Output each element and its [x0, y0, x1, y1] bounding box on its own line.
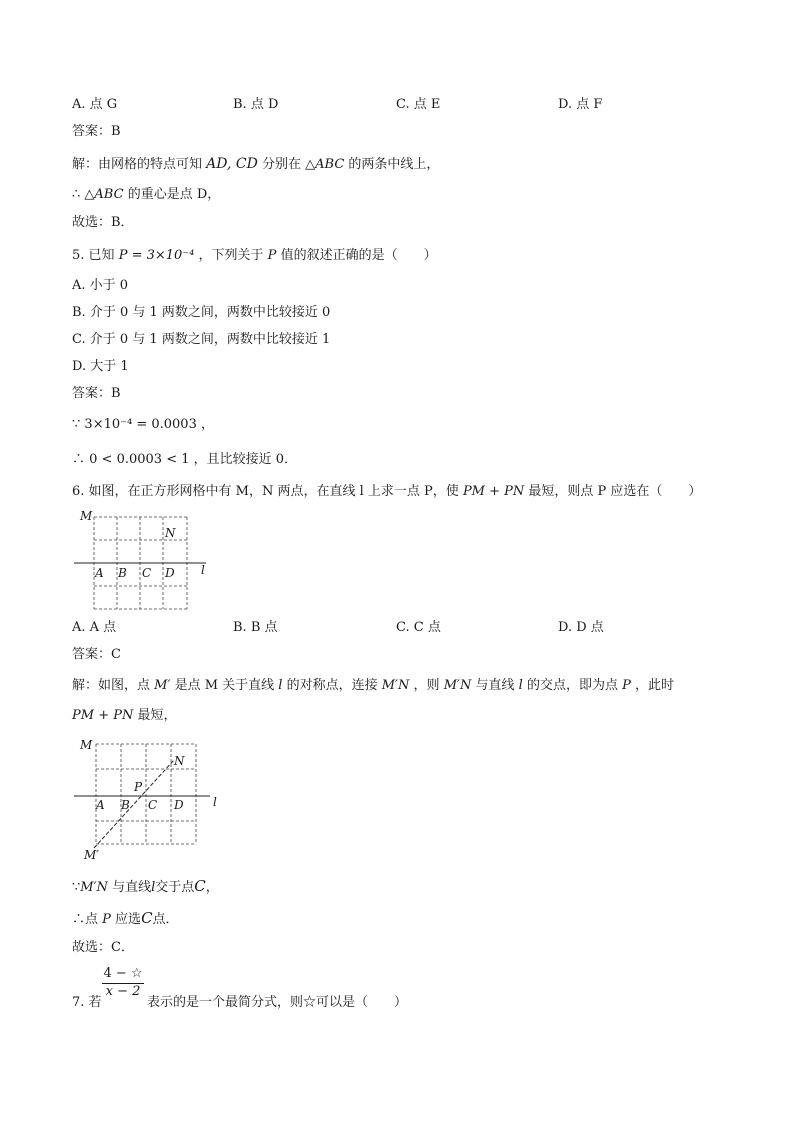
q6-solution-line1: [72, 678, 674, 694]
q6-step1: [72, 878, 219, 896]
q4-choose: 故选：B．: [72, 215, 134, 230]
because-symbol: ∵: [72, 880, 81, 895]
text: 分别在: [261, 157, 301, 172]
q5-answer: 答案：B: [72, 386, 121, 401]
text: 的两条中线上，: [348, 157, 440, 172]
text: ，此时: [634, 678, 674, 693]
q7-fraction: [102, 966, 144, 1000]
text: 是点 M 关于直线: [174, 678, 275, 693]
math: P: [267, 248, 277, 263]
text: 点．: [152, 912, 179, 927]
q7-denominator: x − 2: [105, 984, 141, 999]
q5-option-b: B. 介于 0 与 1 两数之间，两数中比较接近 0: [72, 305, 331, 320]
text: ，且比较接近 0．: [193, 452, 298, 467]
math: AD, CD: [206, 156, 258, 172]
text: 的对称点，连接: [286, 678, 378, 693]
label-M-prime: M′: [84, 848, 100, 862]
q5-option-d: D. 大于 1: [72, 359, 129, 374]
math: P: [102, 912, 111, 927]
q6-option-c: C. C 点: [396, 620, 441, 635]
q7-numerator: 4 − ☆: [102, 966, 144, 984]
label-N: N: [165, 526, 176, 540]
math: P: [622, 678, 631, 693]
math: PM + PN: [462, 484, 525, 499]
text: 5. 已知: [72, 248, 115, 263]
label-l: l: [213, 795, 217, 809]
text: 的重心是点 D，: [127, 187, 221, 202]
q6-options: [72, 620, 712, 636]
label-M: M: [80, 509, 93, 523]
q4-solution-line2: [72, 187, 220, 203]
q6-answer: 答案：C: [72, 647, 121, 662]
q6-step2: [72, 910, 179, 928]
q7-stem-lead: 7. 若: [72, 995, 102, 1010]
q7-stem-tail: 表示的是一个最简分式，则☆可以是（ ）: [147, 995, 408, 1010]
label-C: C: [148, 798, 158, 812]
math: M′N: [381, 678, 410, 693]
math: PM + PN: [72, 708, 134, 723]
q5-option-c: C. 介于 0 与 1 两数之间，两数中比较接近 1: [72, 332, 331, 347]
math: △ABC: [305, 157, 345, 172]
label-D: D: [174, 798, 184, 812]
segment-MpN: [94, 760, 174, 848]
label-M: M: [80, 738, 93, 752]
text: ，下列关于: [198, 248, 264, 263]
math: l: [518, 678, 523, 693]
q6-option-d: D. D 点: [558, 620, 604, 635]
because-symbol: ∵: [72, 417, 81, 432]
math: l: [278, 678, 283, 693]
therefore-symbol: ∴: [72, 187, 81, 202]
label-B: B: [121, 798, 130, 812]
label-C: C: [142, 566, 152, 580]
label-A: A: [96, 798, 105, 812]
q4-option-c: C. 点 E: [396, 97, 441, 112]
q6-option-b: B. B 点: [233, 620, 278, 635]
therefore-symbol: ∴: [72, 452, 86, 467]
text: 交于点: [155, 880, 195, 895]
text: 最短，: [137, 708, 177, 723]
math: △ABC: [84, 187, 124, 202]
q4-option-a: A. 点 G: [72, 97, 118, 112]
q6-option-a: A. A 点: [72, 620, 117, 635]
q5-step2: [72, 452, 297, 468]
text: ，: [201, 417, 215, 432]
math: C: [194, 877, 206, 895]
label-P: P: [134, 780, 143, 794]
q6-stem: [72, 484, 701, 500]
q4-answer: 答案：B: [72, 124, 121, 139]
label-B: B: [118, 566, 127, 580]
text: 与直线: [112, 880, 152, 895]
text: 应选: [115, 912, 142, 927]
math: l: [151, 880, 156, 895]
therefore-symbol: ∴点: [72, 912, 99, 927]
math: M′: [154, 678, 171, 693]
label-l: l: [201, 563, 205, 577]
math: 3×10⁻⁴ = 0.0003: [84, 417, 197, 432]
label-A: A: [95, 566, 104, 580]
q4-solution-line1: [72, 156, 439, 173]
q6-solution-line2: [72, 708, 177, 724]
text: ，: [205, 880, 219, 895]
q5-option-a: A. 小于 0: [72, 278, 129, 293]
math: 0 < 0.0003 < 1: [89, 452, 190, 467]
math: M′N: [443, 678, 472, 693]
text: 值的叙述正确的是（ ）: [280, 248, 437, 263]
label-N: N: [174, 754, 185, 768]
q4-options: [72, 97, 712, 113]
q6-choose: 故选：C．: [72, 940, 134, 955]
q6-figure-grid: [70, 508, 215, 612]
q6-solution-figure: [70, 736, 230, 866]
q5-stem: [72, 248, 437, 264]
text: 最短，则点 P 应选在（ ）: [528, 484, 702, 499]
text: 6. 如图，在正方形网格中有 M，N 两点，在直线 l 上求一点 P，使: [72, 484, 459, 499]
text: ，则: [413, 678, 440, 693]
math: M′N: [80, 880, 108, 895]
text: 解：如图，点: [72, 678, 151, 693]
q4-option-d: D. 点 F: [558, 97, 603, 112]
text: 解：由网格的特点可知: [72, 157, 203, 172]
q4-option-b: B. 点 D: [233, 97, 279, 112]
text: 的交点，即为点: [526, 678, 618, 693]
text: 与直线: [475, 678, 515, 693]
math: P = 3×10⁻⁴: [118, 248, 195, 263]
label-D: D: [165, 566, 175, 580]
math: C: [141, 909, 153, 927]
q5-step1: [72, 417, 214, 433]
